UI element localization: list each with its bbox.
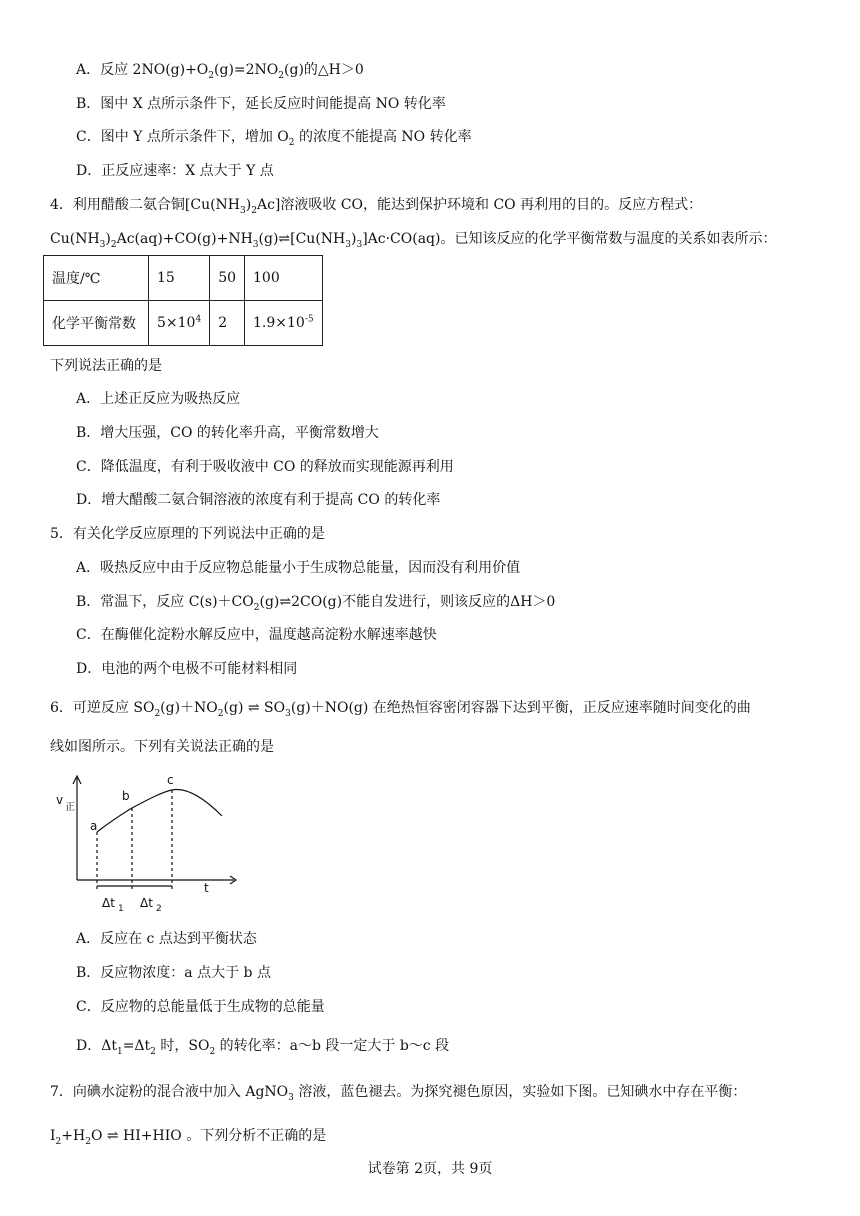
equilibrium-constant-table bbox=[43, 255, 323, 346]
q4-option-b: B．增大压强，CO 的转化率升高，平衡常数增大 bbox=[76, 425, 379, 441]
q4-option-c: C．降低温度，有利于吸收液中 CO 的释放而实现能源再利用 bbox=[76, 459, 454, 475]
q3-option-b: B．图中 X 点所示条件下，延长反应时间能提高 NO 转化率 bbox=[76, 96, 446, 112]
point-c-label: c bbox=[167, 773, 174, 787]
point-a-label: a bbox=[90, 819, 98, 833]
q7-stem-line1: 7．向碘水淀粉的混合液中加入 AgNO$_3$ 溶液，蓝色褪去。为探究褪色原因，实验如下图。已知碘水中存在平衡： bbox=[50, 1084, 747, 1103]
y-axis-label: v bbox=[56, 793, 64, 807]
rate-curve bbox=[97, 790, 222, 832]
q5-stem: 5．有关化学反应原理的下列说法中正确的是 bbox=[50, 526, 325, 542]
q5-option-b: B．常温下，反应 $C(s)+CO_2(g)\rightleftharpoons 2CO(g)$不能自发进行，则该反应的ΔH＞0 bbox=[76, 594, 556, 613]
table-cell: $1.9\times 10^{-5}$ bbox=[245, 301, 323, 346]
table-cell: 15 bbox=[149, 256, 210, 301]
q4-stem-line2: $Cu(NH_3)_2Ac(aq)+CO(g)+NH_3(g)\rightleftharpoons[Cu(NH_3)_3]Ac\cdot CO(aq)$。已知该反应的化学平衡常数与温度的关系如表所示： bbox=[50, 231, 777, 250]
q5-option-a: A．吸热反应中由于反应物总能量小于生成物总能量，因而没有利用价值 bbox=[76, 560, 521, 576]
q3-option-c: C．图中 Y 点所示条件下，增加 $O_2$ 的浓度不能提高 NO 转化率 bbox=[76, 129, 472, 148]
q4-option-a: A．上述正反应为吸热反应 bbox=[76, 391, 241, 407]
dt1-label: Δt bbox=[102, 896, 115, 910]
table-cell: 2 bbox=[210, 301, 245, 346]
dt2-label-sub: 2 bbox=[156, 904, 162, 914]
table-cell: 化学平衡常数 bbox=[44, 301, 149, 346]
y-axis-label-sub: 正 bbox=[65, 802, 75, 813]
q6-option-b: B．反应物浓度：a 点大于 b 点 bbox=[76, 965, 271, 981]
q4-stem-line1: 4．利用醋酸二氨合铜$[Cu(NH_3)_2Ac]$溶液吸收 CO，能达到保护环境和 CO 再利用的目的。反应方程式： bbox=[50, 197, 703, 216]
page-footer: 试卷第 2页，共 9页 bbox=[367, 1161, 493, 1177]
q4-prompt: 下列说法正确的是 bbox=[50, 358, 162, 374]
q6-option-c: C．反应物的总能量低于生成物的总能量 bbox=[76, 999, 325, 1015]
table-cell: 100 bbox=[245, 256, 323, 301]
point-b-label: b bbox=[122, 789, 130, 803]
table-cell: 50 bbox=[210, 256, 245, 301]
dt1-label-sub: 1 bbox=[118, 904, 124, 914]
table-row bbox=[44, 301, 323, 346]
q6-stem-line1: 6．可逆反应 $SO_2(g)+NO_2(g)$ ⇌ $SO_3(g)+NO(g)$ 在绝热恒容密闭容器下达到平衡，正反应速率随时间变化的曲 bbox=[50, 700, 751, 719]
q3-option-d: D．正反应速率：X 点大于 Y 点 bbox=[76, 163, 274, 179]
q7-stem-line2: $I_2+H_2O$ ⇌ HI+HIO 。下列分析不正确的是 bbox=[50, 1128, 327, 1147]
q5-option-d: D．电池的两个电极不可能材料相同 bbox=[76, 661, 298, 677]
q6-stem-line2: 线如图所示。下列有关说法正确的是 bbox=[50, 739, 274, 755]
dt2-label: Δt bbox=[140, 896, 153, 910]
q6-option-a: A．反应在 c 点达到平衡状态 bbox=[76, 931, 257, 947]
q4-option-d: D．增大醋酸二氨合铜溶液的浓度有利于提高 CO 的转化率 bbox=[76, 492, 441, 508]
q6-option-d: D．$\Delta t_1=\Delta t_2$ 时，$SO_2$ 的转化率：a～b 段一定大于 b～c 段 bbox=[76, 1038, 450, 1057]
q5-option-c: C．在酶催化淀粉水解反应中，温度越高淀粉水解速率越快 bbox=[76, 627, 437, 643]
x-axis-label: t bbox=[204, 881, 209, 895]
table-cell: 温度/℃ bbox=[44, 256, 149, 301]
q3-option-a: A．反应 $2NO(g)+O_2(g)=2NO_2(g)$的△H＞0 bbox=[76, 62, 364, 81]
table-cell: $5\times 10^4$ bbox=[149, 301, 210, 346]
table-row bbox=[44, 256, 323, 301]
rate-time-graph bbox=[52, 772, 242, 918]
